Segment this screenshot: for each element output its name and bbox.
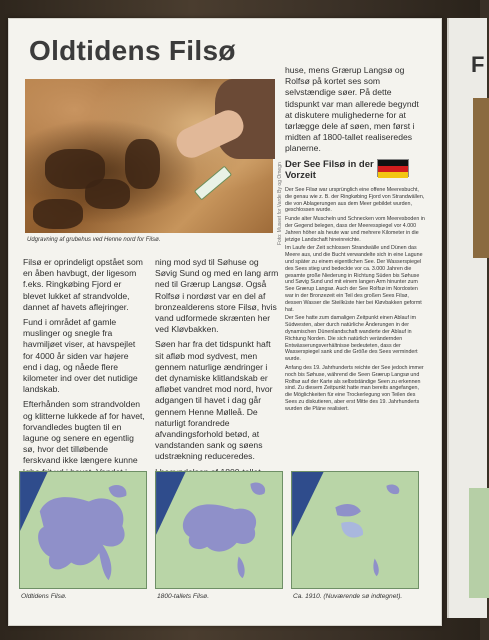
map-1910-svg bbox=[292, 472, 418, 588]
map-1910-filso bbox=[291, 471, 419, 589]
map-ancient-filso bbox=[19, 471, 147, 589]
adjacent-sign-map bbox=[469, 488, 489, 598]
paragraph: Filsø er oprindeligt opstået som en åben havbugt, der ligesom f.eks. Ringkøbing Fjord er blevet lukket af strandvolde, dannet af havets aflejringer. bbox=[23, 257, 143, 312]
paragraph: ning mod syd til Søhuse og Søvig Sund og med en lang arm ned til Grærup Langsø. Også Rolfsø i nordøst var en del af bronzealderens store Filsø, hvis vand udformede skrænten her ved Kløvbakken. bbox=[155, 257, 279, 335]
paragraph: Anfang des 19. Jahrhunderts reichte der See jedoch immer noch bis Søhuse, während die Seen Grærup Langsø und Rolfsø auf der Karte als selbstständige Seen zu erkennen sind. Zu diesem Zeitpunkt hatte man bereits angefangen, die Möglichkeiten für eine Trockerlegung von Teilen des Sees zu diskutieren, aber erst Mitte des 19. Jahrhunderts wurden die Pläne realisiert. bbox=[285, 364, 424, 412]
german-heading: Der See Filsø in der Vorzeit bbox=[285, 159, 374, 181]
german-flag-icon bbox=[377, 159, 409, 177]
sign-title: Oldtidens Filsø bbox=[29, 35, 236, 66]
info-sign bbox=[8, 18, 442, 626]
map-caption: 1800-tallets Filsø. bbox=[157, 593, 210, 600]
adjacent-sign-letter: F bbox=[471, 52, 485, 77]
paragraph: Der See hatte zum damaligen Zeitpunkt einen Ablauf im Südwesten, aber durch natürliche Änderungen in der dynamischen Dünenlandschaft wanderte der Ablauf in Richtung Norden. Die sich natürlich verändernden Entwässerungsverhältnisse bedeuteten, dass der Wasserspiegel sank und die Größe des Sees vermindert wurde. bbox=[285, 315, 418, 363]
paragraph: Efterhånden som strandvolden og klitterne lukkede af for havet, forvandledes bugten til en lagune og senere en egentlig sø, hvor det tilløbende ferskvand ikke længere kunne bbox=[23, 399, 145, 466]
trowel-tool bbox=[194, 166, 232, 201]
photo-credit: Foto: Museet for Varde By og Omegn bbox=[277, 162, 283, 245]
paragraph: Søen har fra det tidspunkt haft sit afløb mod sydvest, men gennem naturlige ændringer i det dynamiske klitlandskab er afløbet vandret mod nord, hvor adgangen til havet i dag går gennem Henne Mølleå. De naturligt forandrede afvandingsforhold betød, at vandstanden sank og søens udstrækning reduceredes. bbox=[155, 339, 273, 462]
adjacent-sign-panel bbox=[447, 18, 487, 618]
root-shape bbox=[125, 139, 160, 189]
paragraph: Fund i området af gamle muslinger og snegle fra havmiljøet viser, at havspejlet for 4000 år siden var højere end i dag, og nåede flere kilometer ind over det nutidige landskab. bbox=[23, 317, 138, 395]
danish-column-3 bbox=[285, 65, 423, 159]
root-shape bbox=[33, 199, 83, 229]
paragraph: Funde alter Muscheln und Schnecken vom Meeresboden in der Gegend belegen, dass der Meeresspiegel vor 4.000 Jahren höher als heute war und mehrere Kilometer in die jetzige Landschaft hineinreichte. bbox=[285, 216, 425, 243]
paragraph: huse, mens Grærup Langsø og Rolfsø på kortet ses som selvstændige søer. På dette tidspunkt var man allerede begyndt at diskutere mulighederne for at tørlægge dele af søen, men først i midten af 1800-tallet realiseredes planerne. bbox=[285, 65, 419, 154]
excavation-photo bbox=[25, 79, 273, 233]
paragraph: Der See Filsø war ursprünglich eine offene Meeresbucht, die genau wie z. B. der Ringkøbing Fjord von Strandwällen, die von Ablagerungen aus dem Meer gebildet wurden, geschlossen wurde. bbox=[285, 187, 425, 214]
root-shape bbox=[85, 179, 130, 209]
adjacent-sign-photo bbox=[473, 98, 489, 258]
map-caption: Oldtidens Filsø. bbox=[21, 593, 67, 600]
map-1800s-svg bbox=[156, 472, 282, 588]
map-1800s-filso bbox=[155, 471, 283, 589]
map-caption: Ca. 1910. (Nuværende sø indtegnet). bbox=[293, 593, 403, 600]
photo-caption: Udgravning af grubehus ved Henne nord for Filsø. bbox=[27, 237, 161, 243]
danish-column-2 bbox=[155, 257, 280, 504]
paragraph: Im Laufe der Zeit schlossen Strandwälle und Dünen das Meere aus, und die Bucht verwandelte sich in eine Lagune und später zu einem eigentlichen See. Der Wasserspiegel des Sees stieg und bedeckte vor ca. 3.000 Jahren die gesamte große Niederung in Richtung Süden bis Søhuse und Søvig Sund und mit einem langen Arm hinunter zum See Grærup Langsø. Auch der See Rolfsø im Nordosten war in der Bronzezeit ein Teil des großen Sees Filsø, dessen Wasser die Steilküste hier bei Kløvbakken geformt hat. bbox=[285, 245, 423, 313]
german-text bbox=[285, 187, 425, 415]
map-ancient-svg bbox=[20, 472, 146, 588]
